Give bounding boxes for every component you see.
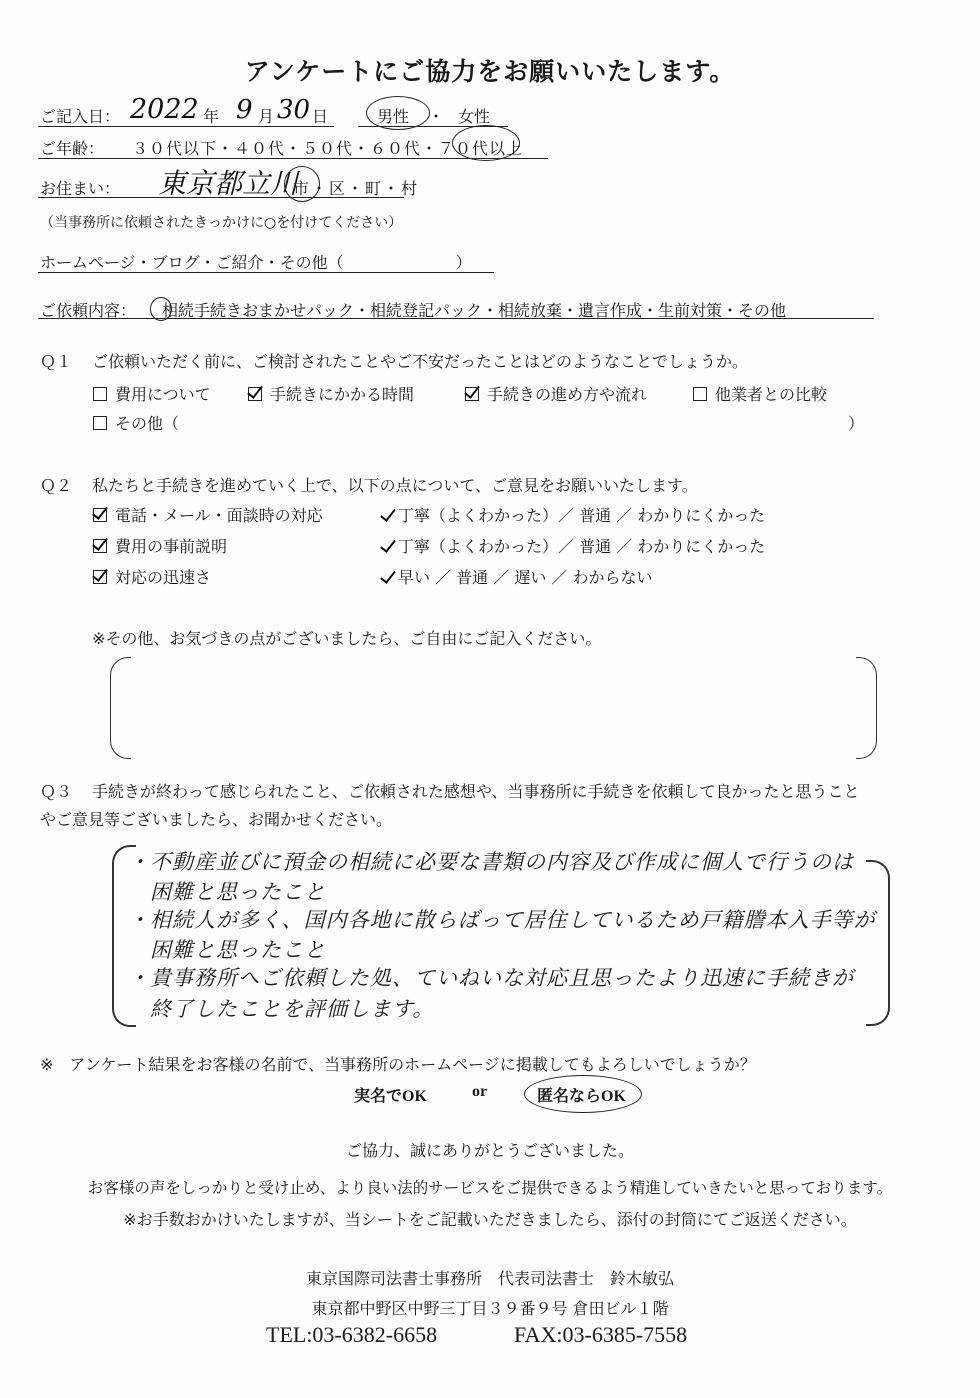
q3-answer-line5: ・貴事務所へご依頼した処、ていねいな対応且思ったより迅速に手続きが — [128, 966, 854, 990]
q2-comment-box-right — [856, 657, 877, 759]
month-unit: 月 — [258, 107, 275, 126]
q2-row-contact[interactable] — [93, 503, 323, 526]
request-underline — [38, 318, 874, 319]
age-selection-circle — [452, 125, 520, 161]
office-fax: FAX:03-6385-7558 — [514, 1322, 688, 1347]
address-value[interactable]: 東京都立川 — [158, 167, 299, 200]
checked-checkbox-icon — [465, 387, 479, 401]
page-title: アンケートにご協力をお願いいたします。 — [244, 57, 736, 86]
q1-option-process[interactable] — [465, 382, 647, 405]
q1-option-other[interactable] — [93, 411, 179, 434]
checked-checkbox-icon — [93, 539, 107, 553]
q3-answer-line2: 困難と思ったこと — [128, 880, 326, 904]
q1-text: ご依頼いただく前に、ご検討されたことやご不安だったことはどのようなことでしょうか。 — [92, 352, 749, 371]
q3-number: Ｑ３ — [40, 782, 73, 801]
publish-anonymous-option[interactable]: 匿名ならOK — [537, 1088, 626, 1105]
q1-option-cost-label: 費用について — [115, 385, 211, 404]
entry-year[interactable]: 2022 — [130, 94, 199, 125]
thanks-text: ご協力、誠にありがとうございました。 — [345, 1141, 634, 1160]
q1-option-time[interactable] — [248, 382, 414, 405]
age-options[interactable]: ３０代以下・４０代・５０代・６０代・７０代以上 — [132, 139, 524, 158]
gender-female[interactable]: 女性 — [458, 107, 491, 126]
q3-answer-line3: ・相続人が多く、国内各地に散らばって居住しているため戸籍謄本入手等が — [128, 908, 876, 932]
q3-answer-line6: 終了したことを評価します。 — [128, 997, 435, 1021]
year-unit: 年 — [203, 107, 220, 126]
checkbox-icon — [93, 387, 107, 401]
q2-row-speed-item: 対応の迅速さ — [115, 568, 212, 587]
entry-month[interactable]: 9 — [236, 95, 253, 125]
return-note: ※お手数おかけいたしますが、当シートをご記載いただきましたら、添付の封筒にてご返送ください。 — [123, 1210, 857, 1229]
q1-other-close: ） — [848, 414, 865, 433]
checked-checkbox-icon — [93, 508, 107, 522]
q2-note: ※その他、お気づきの点がございましたら、ご自由にご記入ください。 — [92, 629, 602, 648]
q3-answer-box-right — [866, 860, 890, 1026]
publish-question: ※ アンケート結果をお客様の名前で、当事務所のホームページに掲載してもよろしいでしょうか？ — [40, 1055, 756, 1074]
checked-checkbox-icon — [93, 570, 107, 584]
q3-text-line1: 手続きが終わって感じられたこと、ご依頼された感想や、当事務所に手続きを依頼して良かったと思うこと — [92, 782, 860, 801]
office-address: 東京都中野区中野三丁目３９番９号 倉田ビル１階 — [311, 1299, 669, 1318]
age-underline — [38, 158, 548, 159]
q3-answer-line4: 困難と思ったこと — [128, 938, 326, 962]
entry-date-underline — [38, 126, 334, 127]
publish-selection-circle — [524, 1075, 642, 1113]
day-unit: 日 — [312, 107, 329, 126]
q1-option-cost[interactable] — [93, 382, 211, 405]
q1-number: Ｑ１ — [40, 352, 73, 371]
q2-row-contact-item: 電話・メール・面談時の対応 — [115, 506, 323, 525]
office-name: 東京国際司法書士事務所 代表司法書士 鈴木敏弘 — [305, 1269, 674, 1288]
gender-selection-circle — [366, 96, 430, 130]
age-label: ご年齢： — [40, 139, 105, 158]
publish-or: or — [472, 1083, 488, 1100]
checked-checkbox-icon — [248, 387, 262, 401]
q3-text-line2: やご意見等ございましたら、お聞かせください。 — [40, 810, 393, 829]
checkbox-icon — [693, 387, 707, 401]
address-units[interactable]: 市・区・町・村 — [293, 179, 420, 198]
entry-date-label: ご記入日： — [40, 107, 121, 126]
address-label: お住まい： — [40, 179, 121, 198]
q1-option-time-label: 手続きにかかる時間 — [270, 385, 415, 404]
check-mark-icon — [380, 505, 396, 522]
q3-answer-line1: ・不動産並びに預金の相続に必要な書類の内容及び作成に個人で行うのは — [128, 850, 854, 874]
q2-row-cost-item: 費用の事前説明 — [115, 537, 228, 556]
publish-real-name-option[interactable]: 実名でOK — [354, 1088, 427, 1105]
q2-row-cost[interactable] — [93, 534, 227, 557]
entry-day[interactable]: 30 — [277, 95, 311, 125]
address-underline — [38, 197, 404, 198]
q2-row-speed-scale[interactable] — [398, 565, 653, 588]
q2-row-cost-scale-text: 丁寧（よくわかった）／ 普通 ／ わかりにくかった — [398, 537, 766, 556]
q2-row-speed-scale-text: 早い ／ 普通 ／ 遅い ／ わからない — [398, 568, 653, 587]
trigger-underline — [38, 272, 494, 273]
check-mark-icon — [380, 536, 396, 553]
q1-option-process-label: 手続きの進め方や流れ — [487, 385, 648, 404]
q2-row-cost-scale[interactable] — [398, 534, 765, 557]
message-text: お客様の声をしっかりと受け止め、より良い法的サービスをご提供できるよう精進していきたいと思っております。 — [87, 1179, 893, 1197]
gender-male[interactable]: 男性 — [377, 107, 410, 126]
gender-sep: ・ — [428, 107, 445, 126]
q2-row-contact-scale-text: 丁寧（よくわかった）／ 普通 ／ わかりにくかった — [398, 506, 766, 525]
office-tel: TEL:03-6382-6658 — [266, 1322, 438, 1347]
q1-option-other-label: その他（ — [115, 414, 180, 433]
trigger-options[interactable]: ホームページ・ブログ・ご紹介・その他（ ） — [40, 253, 472, 272]
checkbox-icon — [93, 416, 107, 430]
q2-row-contact-scale[interactable] — [398, 503, 765, 526]
q2-comment-box-left — [110, 657, 131, 759]
trigger-note: （当事務所に依頼されたきっかけに○を付けてください） — [40, 215, 403, 231]
check-mark-icon — [380, 567, 396, 584]
request-options[interactable]: 相続手続きおまかせパック・相続登記パック・相続放棄・遺言作成・生前対策・その他 — [162, 301, 787, 320]
q2-text: 私たちと手続きを進めていく上で、以下の点について、ご意見をお願いいたします。 — [92, 476, 698, 495]
request-label: ご依頼内容： — [40, 301, 137, 320]
q2-row-speed[interactable] — [93, 565, 211, 588]
q1-option-compare[interactable] — [693, 382, 827, 405]
q2-number: Ｑ２ — [40, 476, 73, 495]
q1-option-compare-label: 他業者との比較 — [715, 385, 828, 404]
